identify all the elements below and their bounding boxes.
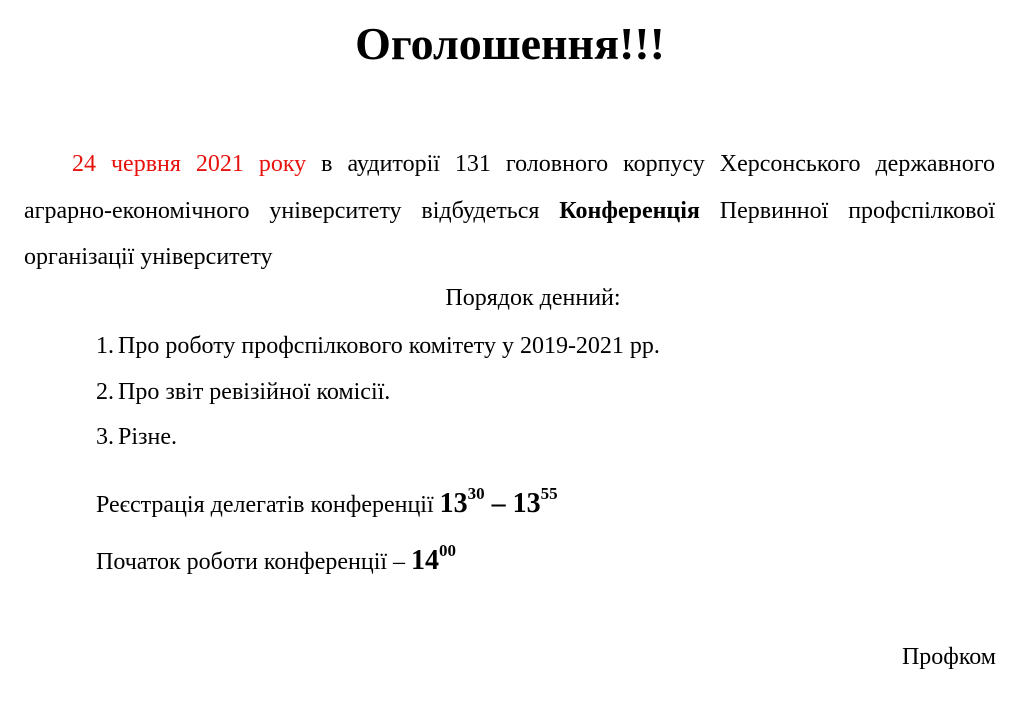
registration-line: [96, 484, 558, 525]
registration-end-minutes: 55: [540, 484, 558, 503]
agenda-item: [96, 329, 660, 375]
agenda-heading: Порядок денний:: [445, 285, 621, 311]
agenda-item-number: 3.: [96, 424, 114, 450]
time-range-separator: –: [484, 488, 513, 519]
event-date: 24 червня 2021 року: [72, 151, 307, 177]
announcement-paragraph: [24, 141, 995, 281]
agenda-item-text: Про роботу профспілкового комітету у 2019-2021 рр.: [118, 333, 660, 359]
page-title: Оголошення!!!: [355, 18, 665, 69]
agenda-item-text: Різне.: [118, 424, 177, 450]
registration-time-range: [439, 484, 558, 519]
start-minutes: 00: [439, 541, 457, 560]
start-label: Початок роботи конференції –: [96, 549, 412, 575]
agenda-item: [96, 420, 660, 466]
registration-label: Реєстрація делегатів конференції: [96, 492, 440, 518]
registration-end-hour: 13: [512, 488, 541, 519]
agenda-item-number: 1.: [96, 333, 114, 359]
agenda-item-text: Про звіт ревізійної комісії.: [118, 378, 391, 405]
announcement-text-before: в аудиторії 131 головного корпусу Херсонського державного аграрно-економічного університету відбудеться: [24, 151, 995, 224]
start-line: [96, 541, 456, 582]
agenda-item-number: 2.: [96, 378, 114, 405]
start-time: [411, 541, 457, 576]
agenda-list: [96, 329, 660, 466]
announcement-text-after: Первинної профспілкової організації університету: [24, 197, 996, 270]
conference-word: Конференція: [559, 197, 700, 224]
start-hour: 14: [411, 545, 440, 576]
registration-start-minutes: 30: [467, 484, 485, 503]
signature: Профком: [901, 644, 996, 670]
registration-start-hour: 13: [439, 488, 468, 519]
agenda-item: [96, 375, 660, 421]
